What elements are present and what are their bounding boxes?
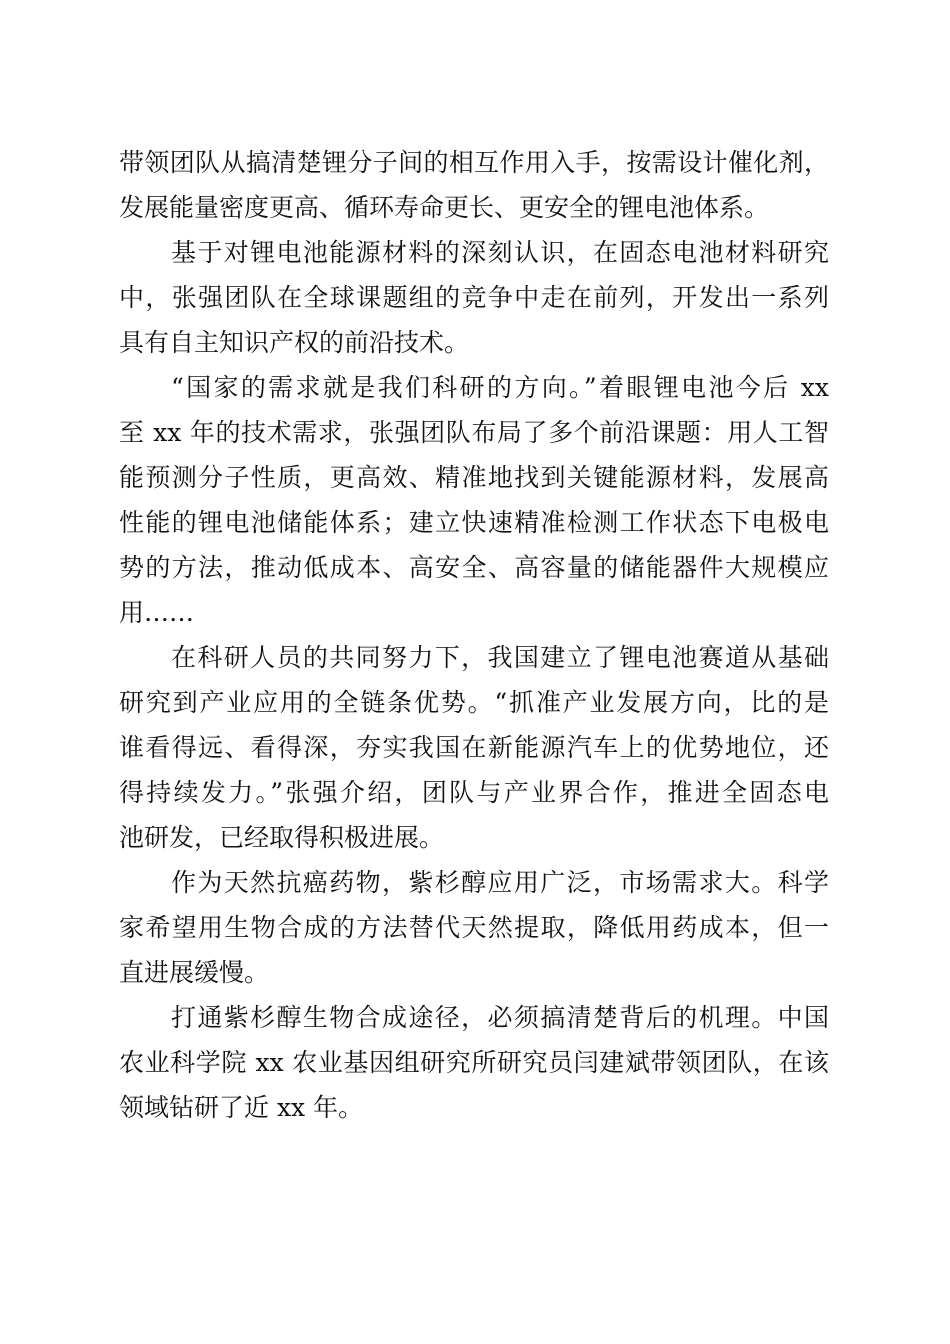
text-line: 打通紫杉醇生物合成途径，必须搞清楚背后的机理。中国	[171, 1003, 829, 1032]
text-line: “国家的需求就是我们科研的方向。”着眼锂电池今后 xx	[171, 373, 829, 402]
text-line: 研究到产业应用的全链条优势。“抓准产业发展方向，比的是	[119, 688, 829, 717]
text-line: 农业科学院 xx 农业基因组研究所研究员闫建斌带领团队，在该	[119, 1048, 829, 1077]
text-line: 性能的锂电池储能体系；建立快速精准检测工作状态下电极电	[119, 508, 829, 537]
body-text	[119, 140, 829, 1130]
text-line: 发展能量密度更高、循环寿命更长、更安全的锂电池体系。	[119, 193, 770, 222]
text-line: 作为天然抗癌药物，紫杉醇应用广泛，市场需求大。科学	[171, 868, 829, 897]
text-line: 直进展缓慢。	[119, 958, 270, 987]
text-line: 得持续发力。”张强介绍，团队与产业界合作，推进全固态电	[119, 778, 829, 807]
text-line: 至 xx 年的技术需求，张强团队布局了多个前沿课题：用人工智	[119, 418, 829, 447]
text-line: 具有自主知识产权的前沿技术。	[119, 328, 470, 357]
text-line: 中，张强团队在全球课题组的竞争中走在前列，开发出一系列	[119, 283, 829, 312]
text-line: 用……	[119, 598, 195, 627]
text-line: 家希望用生物合成的方法替代天然提取，降低用药成本，但一	[119, 913, 829, 942]
text-line: 领域钻研了近 xx 年。	[119, 1093, 364, 1122]
text-line: 能预测分子性质，更高效、精准地找到关键能源材料，发展高	[119, 463, 829, 492]
text-line: 谁看得远、看得深，夯实我国在新能源汽车上的优势地位，还	[119, 733, 829, 762]
text-line: 在科研人员的共同努力下，我国建立了锂电池赛道从基础	[171, 643, 829, 672]
text-line: 基于对锂电池能源材料的深刻认识，在固态电池材料研究	[171, 238, 829, 267]
text-line: 带领团队从搞清楚锂分子间的相互作用入手，按需设计催化剂，	[119, 148, 829, 177]
text-line: 势的方法，推动低成本、高安全、高容量的储能器件大规模应	[119, 553, 829, 582]
text-line: 池研发，已经取得积极进展。	[119, 823, 445, 852]
